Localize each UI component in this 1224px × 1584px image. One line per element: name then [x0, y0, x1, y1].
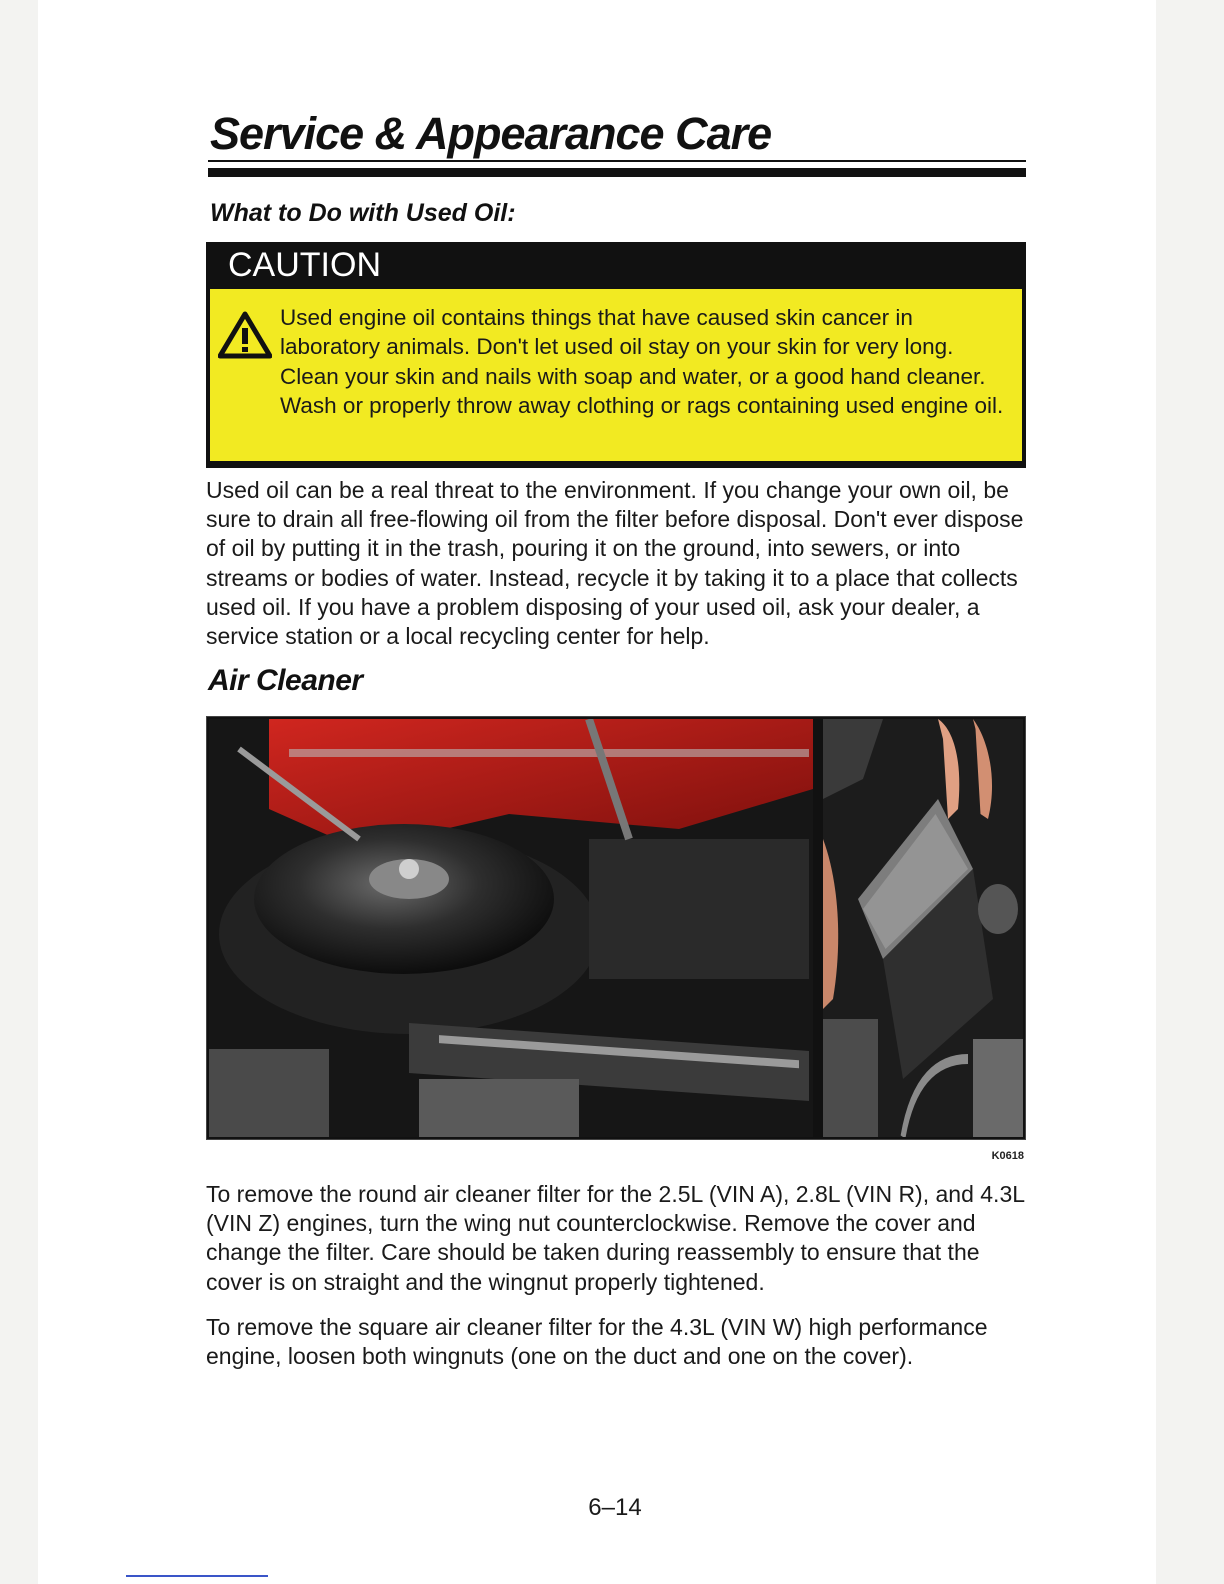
caution-box	[206, 242, 1026, 468]
used-oil-paragraph: Used oil can be a real threat to the environment. If you change your own oil, be sure to drain all free-flowing oil from the filter before disposal. Don't ever dispose of oil by putting it in the trash, pouring it on the ground, into sewers, or into streams or bodies of water. Instead, recycle it by taking it to a place that collects used oil. If you have a problem disposing of your used oil, ask your dealer, a service station or a local recycling center for help.	[206, 477, 1024, 650]
square-filter-paragraph: To remove the square air cleaner filter for the 4.3L (VIN W) high performance engine, loosen both wingnuts (one on the duct and one on the cover).	[206, 1314, 988, 1370]
title-rule-thin	[208, 160, 1026, 162]
warning-triangle-icon	[218, 311, 272, 359]
caution-text: Used engine oil contains things that have caused skin cancer in laboratory animals. Don't let used oil stay on your skin for very long. Clean your skin and nails with soap and water, or a good hand cleaner. Wash or properly throw away clothing or rags containing used engine oil.	[280, 305, 1004, 419]
round-filter-paragraph: To remove the round air cleaner filter for the 2.5L (VIN A), 2.8L (VIN R), and 4.3L (VIN Z) engines, turn the wing nut counterclockwise. Remove the cover and change the filter. Care should be taken during reassembly to ensure that the cover is on straight and the wingnut properly tightened.	[206, 1181, 1025, 1295]
air-cleaner-heading: Air Cleaner	[208, 664, 363, 697]
round-air-cleaner-photo	[209, 719, 813, 1137]
title-rule-thick	[208, 168, 1026, 177]
page-link-underline[interactable]	[126, 1575, 268, 1577]
caution-body	[210, 289, 1022, 461]
square-air-cleaner-photo	[823, 719, 1023, 1137]
figure-code: K0618	[991, 1150, 1024, 1162]
caution-label: CAUTION	[228, 246, 381, 284]
used-oil-heading: What to Do with Used Oil:	[210, 199, 516, 227]
page-title: Service & Appearance Care	[210, 108, 772, 159]
air-cleaner-photo	[206, 716, 1026, 1140]
page-number: 6–14	[588, 1494, 642, 1521]
